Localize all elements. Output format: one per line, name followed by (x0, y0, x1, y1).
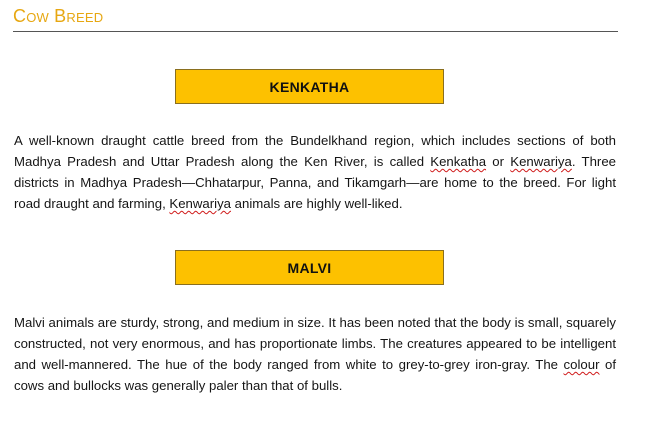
paragraph-text: . Three districts in Madhya Pradesh—Chhatarpur, Panna, and Tikamgarh—are home to the breed. For light road draught and farming, (14, 154, 616, 211)
paragraph-text: of cows and bullocks was generally paler than that of bulls. (14, 357, 616, 393)
paragraph-malvi (14, 312, 616, 396)
paragraph-text: or (486, 154, 511, 169)
section-heading-label: MALVI (287, 259, 332, 276)
paragraph-kenkatha (14, 130, 616, 214)
section-heading-label: KENKATHA (269, 78, 350, 95)
paragraph-text: A well-known draught cattle breed from the Bundelkhand region, which includes sections of both Madhya Pradesh and Uttar Pradesh along the Ken River, is called (14, 133, 616, 169)
section-heading-kenkatha (175, 69, 444, 104)
misspelled-word-kenwariya[interactable]: Kenwariya (510, 154, 572, 169)
paragraph-text: animals are highly well-liked. (231, 196, 403, 211)
section-heading-malvi (175, 250, 444, 285)
misspelled-word-colour[interactable]: colour (563, 357, 600, 372)
paragraph-text: Malvi animals are sturdy, strong, and medium in size. It has been noted that the body is small, squarely constructed, not very enormous, and has proportionate limbs. The creatures appeared to be intelligent and well-mannered. The hue of the body ranged from white to grey-to-grey iron-gray. The (14, 315, 616, 372)
page-title: Cow Breed (13, 6, 104, 26)
misspelled-word-kenwariya[interactable]: Kenwariya (169, 196, 231, 211)
misspelled-word-kenkatha[interactable]: Kenkatha (430, 154, 487, 169)
title-underline-rule (13, 31, 618, 32)
